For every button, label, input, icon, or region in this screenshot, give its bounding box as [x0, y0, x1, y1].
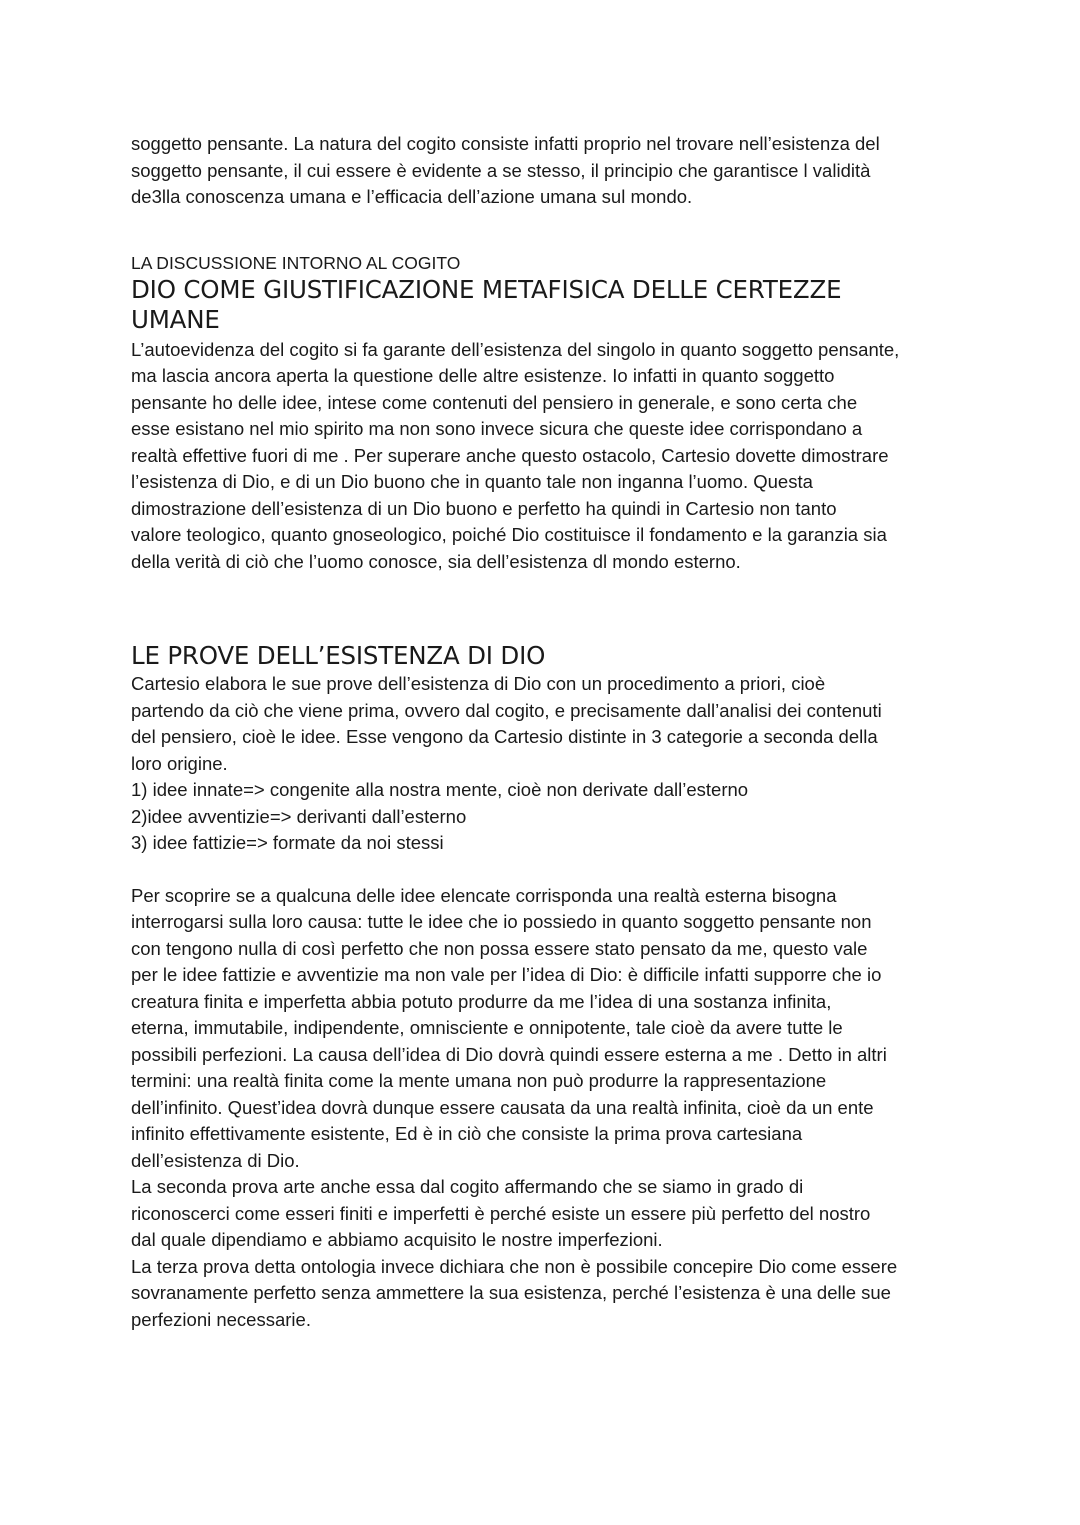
spacer: [131, 575, 961, 641]
section-paragraph-autoevidenza: L’autoevidenza del cogito si fa garante dell’esistenza del singolo in quanto soggetto pensante, ma lascia ancora aperta la questione delle altre esistenze. Io infatti in quanto soggetto pensante ho delle idee, intese come contenuti del pensiero in generale, e sono certa che esse esistano nel mio spirito ma non sono invece sicura che queste idee corrispondano a realtà effettive fuori di me . Per superare anche questo ostacolo, Cartesio dovette dimostrare l’esistenza di Dio, e di un Dio buono che in quanto tale non inganna l’uomo. Questa dimostrazione dell’esistenza di un Dio buono e perfetto ha quindi in Cartesio non tanto valore teologico, quanto gnoseologico, poiché Dio costituisce il fondamento e la garanzia sia della verità di ciò che l’uomo conosce, sia dell’esistenza dl mondo esterno.: [131, 338, 900, 572]
document-page: [131, 131, 961, 1333]
section-heading-prove-esistenza: LE PROVE DELL’ESISTENZA DI DIO: [131, 641, 546, 670]
section-paragraph-prima-prova: Per scoprire se a qualcuna delle idee elencate corrisponda una realtà esterna bisogna interrogarsi sulla loro causa: tutte le idee che io possiedo in quanto soggetto pensante non con tengono nulla di così perfetto che non possa essere stato pensato da me, questo vale per le idee fattizie e avventizie ma non vale per l’idea di Dio: è difficile infatti supporre che io creatura finita e imperfetta abbia potuto produrre da me l’idea di una sostanza infinita, eterna, immutabile, indipendente, omnisciente e onnipotente, tale cioè da avere tutte le possibili perfezioni. La causa dell’idea di Dio dovrà quindi essere esterna a me . Detto in altri termini: una realtà finita come la mente umana non può produrre la rappresentazione dell’infinito. Quest’idea dovrà dunque essere causata da una realtà infinita, cioè da un ente infinito effettivamente esistente, Ed è in ciò che consiste la prima prova cartesiana dell’esistenza di Dio.: [131, 884, 887, 1171]
list-item: 1) idee innate=> congenite alla nostra mente, cioè non derivate dall’esterno: [131, 779, 749, 800]
list-item: 2)idee avventizie=> derivanti dall’esterno: [131, 805, 467, 827]
section-paragraph-prove-intro: Cartesio elabora le sue prove dell’esistenza di Dio con un procedimento a priori, cioè partendo da ciò che viene prima, ovvero dal cogito, e precisamente dall’analisi dei contenuti del pensiero, cioè le idee. Esse vengono da Cartesio distinte in 3 categorie a seconda della loro origine.: [131, 673, 882, 774]
spacer: [131, 857, 961, 883]
intro-paragraph: soggetto pensante. La natura del cogito consiste infatti proprio nel trovare nell’esistenza del soggetto pensante, il cui essere è evidente a se stesso, il principio che garantisce l validità de3lla conoscenza umana e l’efficacia dell’azione umana sul mondo.: [131, 133, 880, 207]
section-kicker: LA DISCUSSIONE INTORNO AL COGITO: [131, 252, 461, 273]
section-paragraph-seconda-prova: La seconda prova arte anche essa dal cogito affermando che se siamo in grado di riconoscerci come esseri finiti e imperfetti è perché esiste un essere più perfetto del nostro dal quale dipendiamo e abbiamo acquisito le nostre imperfezioni.: [131, 1176, 871, 1250]
section-heading-dio-giustificazione: DIO COME GIUSTIFICAZIONE METAFISICA DELLE CERTEZZE UMANE: [131, 274, 842, 334]
idee-categories-list: [131, 777, 961, 857]
section-paragraph-terza-prova: La terza prova detta ontologia invece dichiara che non è possibile concepire Dio come essere sovranamente perfetto senza ammettere la sua esistenza, perché l’esistenza è una delle sue perfezioni necessarie.: [131, 1255, 898, 1330]
list-item: 3) idee fattizie=> formate da noi stessi: [131, 832, 444, 853]
spacer: [131, 211, 961, 251]
